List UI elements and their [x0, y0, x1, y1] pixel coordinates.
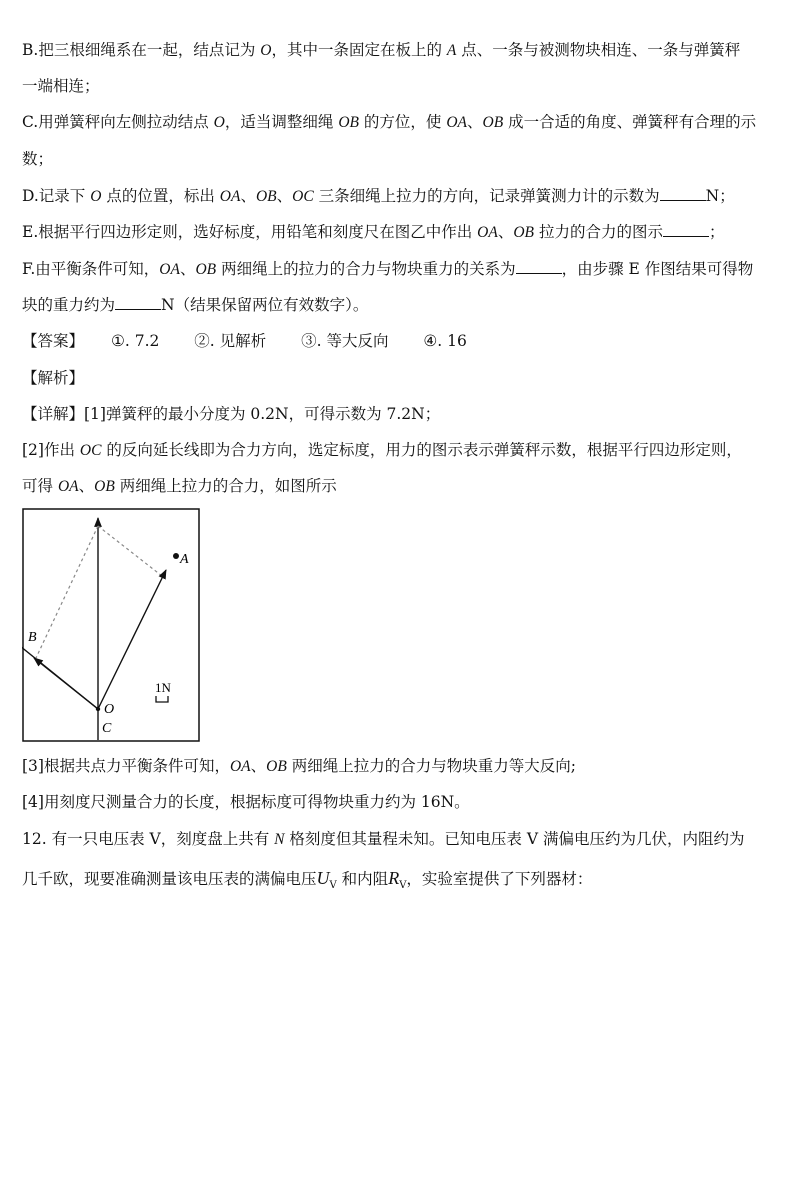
- detail-4: [3]根据共点力平衡条件可知，OA、OB 两细绳上拉力的合力与物块重力等大反向;: [22, 757, 576, 775]
- answer-1: ①. 7.2: [110, 332, 160, 350]
- label-b: B: [28, 630, 37, 645]
- answer-blank-2: [663, 222, 709, 237]
- parallelogram-dash-2: [36, 526, 98, 658]
- step-b-line-1: B.把三根细绳系在一起，结点记为 O，其中一条固定在板上的 A 点、一条与被测物块相连、一条与弹簧秤: [22, 41, 741, 59]
- answer-3: ③. 等大反向: [301, 332, 389, 350]
- step-c-line-1: C.用弹簧秤向左侧拉动结点 O，适当调整细绳 OB 的方位，使 OA、OB 成一合适的角度、弹簧秤有合理的示: [22, 113, 757, 131]
- detail-1: 【详解】[1]弹簧秤的最小分度为 0.2N，可得示数为 7.2N；: [22, 405, 441, 423]
- label-a: A: [180, 552, 189, 567]
- label-c: C: [102, 721, 112, 736]
- answer-2: ②. 见解析: [194, 332, 267, 350]
- analysis-label: 【解析】: [22, 369, 85, 387]
- detail-5: [4]用刻度尺测量合力的长度，根据标度可得物块重力约为 16N。: [22, 793, 470, 811]
- step-e-line: E.根据平行四边形定则，选好标度，用铅笔和刻度尺在图乙中作出 OA、OB 拉力的合力的图示 ；: [22, 223, 725, 241]
- answer-label: 【答案】: [22, 332, 85, 350]
- question-12-line-1: 12. 有一只电压表 V，刻度盘上共有 N 格刻度但其量程未知。已知电压表 V 满偏电压约为几伏，内阻约为: [22, 830, 745, 848]
- answer-blank-3: [516, 259, 562, 274]
- parallelogram-dash-1: [98, 526, 162, 576]
- scale-bar: [156, 696, 168, 702]
- step-d-line: D.记录下 O 点的位置，标出 OA、OB、OC 三条细绳上拉力的方向，记录弹簧测力计的示数为 N；: [22, 187, 735, 205]
- force-diagram: [22, 508, 200, 742]
- step-f-line-1: F.由平衡条件可知，OA、OB 两细绳上的拉力的合力与物块重力的关系为 ，由步骤 E 作图结果可得物: [22, 260, 754, 278]
- question-12-line-2: 几千欧，现要准确测量该电压表的满偏电压$U_V$ 和内阻$R_V$，实验室提供了下列器材：: [22, 868, 593, 891]
- detail-2: [2]作出 OC 的反向延长线即为合力方向，选定标度，用力的图示表示弹簧秤示数，根据平行四边形定则，: [22, 441, 742, 459]
- step-f-line-2: 块的重力约为 N（结果保留两位有效数字）。: [22, 296, 369, 314]
- answer-4: ④. 16: [423, 332, 467, 350]
- answer-blank-1: [660, 186, 706, 201]
- point-a: [173, 553, 179, 559]
- point-o: [96, 707, 100, 711]
- answer-blank-4: [115, 295, 161, 310]
- label-o: O: [104, 702, 115, 717]
- step-c-line-2: 数；: [22, 150, 54, 168]
- step-b-line-2: 一端相连；: [22, 77, 100, 95]
- scale-label: 1N: [155, 680, 171, 695]
- detail-3: 可得 OA、OB 两细绳上拉力的合力，如图所示: [22, 477, 337, 495]
- force-ob-arrow: [34, 658, 98, 709]
- answer-line: [22, 331, 782, 351]
